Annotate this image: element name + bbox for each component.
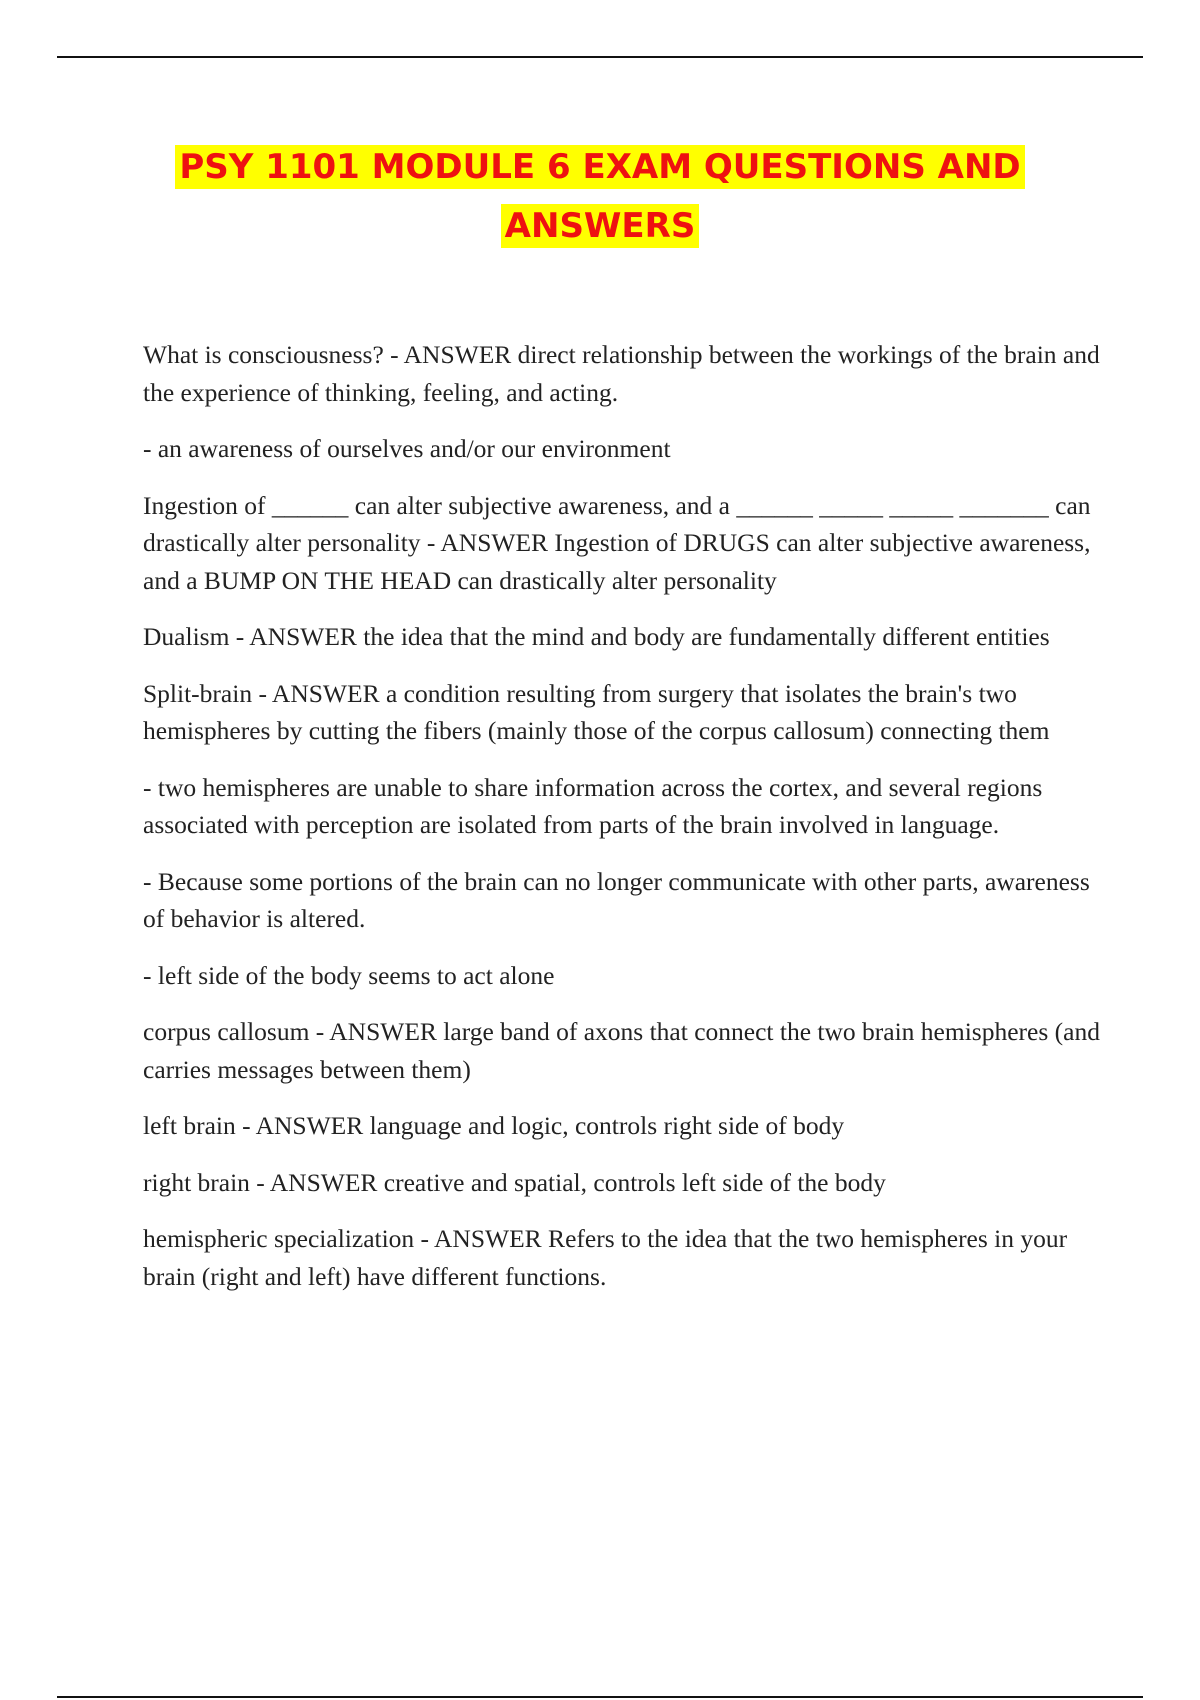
- qa-content: [143, 336, 1103, 1314]
- qa-paragraph: Ingestion of ______ can alter subjective awareness, and a ______ _____ _____ _______ can drastically alter personality - ANSWER Ingestion of DRUGS can alter subjective awareness, and a BUMP ON THE HEAD can drastically alter personality: [143, 490, 1091, 595]
- qa-paragraph: Dualism - ANSWER the idea that the mind and body are fundamentally different entities: [143, 622, 1050, 651]
- qa-paragraph: - two hemispheres are unable to share information across the cortex, and several regions associated with perception are isolated from parts of the brain involved in language.: [143, 772, 1043, 839]
- qa-paragraph: - an awareness of ourselves and/or our environment: [143, 434, 671, 463]
- document-title: [0, 138, 1200, 256]
- qa-paragraph: hemispheric specialization - ANSWER Refers to the idea that the two hemispheres in your brain (right and left) have different functions.: [143, 1224, 1068, 1291]
- qa-paragraph: right brain - ANSWER creative and spatial, controls left side of the body: [143, 1167, 886, 1197]
- title-line-1-text: PSY 1101 MODULE 6 EXAM QUESTIONS AND: [175, 145, 1024, 189]
- qa-paragraph: Split-brain - ANSWER a condition resulting from surgery that isolates the brain's two hemispheres by cutting the fibers (mainly those of the corpus callosum) connecting them: [143, 678, 1050, 745]
- title-line-2: [0, 197, 1200, 256]
- title-line-2-text: ANSWERS: [501, 204, 700, 248]
- title-line-1: [0, 138, 1200, 197]
- top-rule: [57, 56, 1143, 58]
- qa-paragraph: - left side of the body seems to act alone: [143, 960, 555, 990]
- bottom-rule: [57, 1696, 1143, 1698]
- qa-paragraph: left brain - ANSWER language and logic, controls right side of body: [143, 1111, 845, 1140]
- qa-paragraph: - Because some portions of the brain can no longer communicate with other parts, awareness of behavior is altered.: [143, 866, 1090, 933]
- qa-paragraph: What is consciousness? - ANSWER direct relationship between the workings of the brain and the experience of thinking, feeling, and acting.: [143, 340, 1100, 407]
- qa-paragraph: corpus callosum - ANSWER large band of axons that connect the two brain hemispheres (and carries messages between them): [143, 1017, 1100, 1084]
